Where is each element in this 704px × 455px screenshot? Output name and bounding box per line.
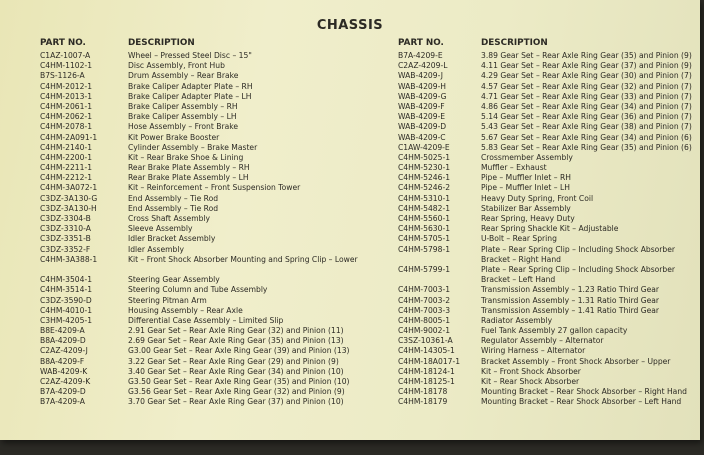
table-row: [398, 112, 700, 122]
part-description: Rear Spring, Heavy Duty: [481, 214, 575, 223]
part-number: B8A-4209-F: [40, 356, 85, 366]
part-number: C4HM-2200-1: [40, 152, 93, 162]
table-row: [40, 112, 360, 122]
part-description: G3.00 Gear Set – Rear Axle Ring Gear (39) and Pinion (13): [128, 346, 350, 356]
part-number: B7A-4209-D: [40, 387, 86, 397]
part-description: Transmission Assembly – 1.41 Ratio Third Gear: [481, 305, 660, 315]
part-number: C4HM-18179: [398, 397, 448, 407]
part-number: C4HM-5246-1: [398, 173, 451, 183]
left-header: [40, 38, 360, 51]
part-description: End Assembly – Tie Rod: [128, 193, 219, 203]
part-number: WAB-4209-F: [398, 101, 445, 111]
part-number: C4HM-3514-1: [40, 285, 93, 295]
part-number: WAB-4209-C: [398, 132, 446, 142]
part-number: C4HM-18124-1: [398, 366, 455, 376]
part-description: 4.71 Gear Set – Rear Axle Ring Gear (33) and Pinion (7): [481, 91, 692, 101]
part-number: C1AW-4209-E: [398, 142, 450, 152]
table-row: [40, 296, 360, 306]
part-description: Kit – Front Shock Absorber Mounting and Spring Clip – Lower: [128, 254, 358, 264]
table-row: [40, 92, 360, 102]
table-row: [40, 143, 360, 153]
part-description: Fuel Tank Assembly 27 gallon capacity: [481, 326, 628, 336]
table-row: [398, 357, 700, 367]
part-description: Rear Brake Plate Assembly – LH: [128, 173, 249, 183]
table-row: [40, 255, 360, 275]
part-description: Differential Case Assembly – Limited Slip: [128, 315, 284, 325]
part-description: Pipe – Muffler Inlet – RH: [481, 173, 571, 183]
table-row: [40, 204, 360, 214]
part-description: Radiator Assembly: [481, 315, 553, 325]
part-description: Wheel – Pressed Steel Disc – 15": [128, 51, 252, 60]
part-description: 3.70 Gear Set – Rear Axle Ring Gear (37) and Pinion (10): [128, 397, 344, 407]
table-row: [398, 143, 700, 153]
table-row: [398, 387, 700, 397]
part-number: C1AZ-1007-A: [40, 51, 91, 60]
part-number: C4HM-1102-1: [40, 61, 93, 71]
table-row: [398, 296, 700, 306]
table-row: [398, 316, 700, 326]
part-description: G3.56 Gear Set – Rear Axle Ring Gear (32) and Pinion (9): [128, 387, 345, 397]
part-number: WAB-4209-K: [40, 366, 88, 376]
table-row: [40, 367, 360, 377]
table-row: [40, 326, 360, 336]
part-description: Crossmember Assembly: [481, 152, 573, 162]
part-number: C4HM-5482-1: [398, 203, 451, 213]
table-row: [40, 234, 360, 244]
part-number: C3DZ-3A130-G: [40, 193, 98, 203]
table-row: [40, 245, 360, 255]
table-row: [40, 214, 360, 224]
table-row: [40, 336, 360, 346]
table-row: [398, 377, 700, 387]
table-row: [40, 285, 360, 295]
part-description: Mounting Bracket – Rear Shock Absorber – Left Hand: [481, 397, 682, 407]
part-no-header: PART NO.: [398, 38, 444, 48]
part-description: Rear Brake Plate Assembly – RH: [128, 163, 250, 173]
part-number: C4HM-18125-1: [398, 377, 455, 387]
table-row: [398, 173, 700, 183]
part-description: Rear Spring Shackle Kit – Adjustable: [481, 224, 619, 234]
part-description: Kit – Rear Shock Absorber: [481, 377, 580, 387]
part-description: Kit Power Brake Booster: [128, 132, 220, 142]
table-row: [40, 346, 360, 356]
table-row: [40, 51, 360, 61]
part-description: Housing Assembly – Rear Axle: [128, 305, 243, 315]
part-number: WAB-4209-H: [398, 81, 447, 91]
part-number: WAB-4209-G: [398, 91, 447, 101]
part-number: C4HM-2078-1: [40, 122, 93, 132]
part-description: G3.50 Gear Set – Rear Axle Ring Gear (35) and Pinion (10): [128, 377, 350, 387]
part-description: Transmission Assembly – 1.23 Ratio Third Gear: [481, 285, 660, 295]
table-row: [40, 194, 360, 204]
part-number: C4HM-2A091-1: [40, 132, 98, 142]
right-column: [398, 38, 700, 408]
table-row: [40, 82, 360, 92]
table-row: [398, 285, 700, 295]
part-description: Bracket Assembly – Front Shock Absorber – Upper: [481, 356, 671, 366]
table-row: [398, 234, 700, 244]
table-row: [398, 214, 700, 224]
table-row: [40, 183, 360, 193]
part-description: 3.22 Gear Set – Rear Axle Ring Gear (29) and Pinion (9): [128, 356, 339, 366]
part-number: C4HM-5630-1: [398, 224, 451, 234]
left-column: [40, 38, 360, 408]
description-header: DESCRIPTION: [128, 38, 195, 48]
table-row: [40, 316, 360, 326]
table-row: [398, 102, 700, 112]
table-row: [398, 346, 700, 356]
part-number: C2AZ-4209-J: [40, 346, 88, 356]
part-number: C3DZ-3352-F: [40, 244, 91, 254]
part-number: C4HM-8005-1: [398, 315, 451, 325]
part-number: C4HM-5310-1: [398, 193, 451, 203]
part-description: 5.14 Gear Set – Rear Axle Ring Gear (36) and Pinion (7): [481, 112, 692, 122]
table-row: [40, 377, 360, 387]
table-row: [40, 102, 360, 112]
table-row: [40, 153, 360, 163]
part-description: 5.43 Gear Set – Rear Axle Ring Gear (38) and Pinion (7): [481, 122, 692, 132]
part-description: Cross Shaft Assembly: [128, 214, 211, 223]
part-number: C3DZ-3590-D: [40, 295, 92, 305]
part-description: Stabilizer Bar Assembly: [481, 203, 571, 213]
table-row: [398, 153, 700, 163]
right-header: [398, 38, 700, 51]
part-number: C3DZ-3304-B: [40, 214, 91, 223]
part-number: B7S-1126-A: [40, 71, 85, 81]
table-row: [40, 122, 360, 132]
part-description: 5.83 Gear Set – Rear Axle Ring Gear (35) and Pinion (6): [481, 142, 692, 152]
part-number: C3HM-4205-1: [40, 315, 93, 325]
part-number: C4HM-5798-1: [398, 244, 451, 254]
part-description: Brake Caliper Assembly – RH: [128, 101, 238, 111]
part-number: C4HM-4010-1: [40, 305, 93, 315]
part-description: Mounting Bracket – Rear Shock Absorber – Right Hand: [481, 387, 687, 397]
part-description: Kit – Reinforcement – Front Suspension Tower: [128, 183, 301, 193]
part-number: C3SZ-10361-A: [398, 336, 453, 346]
table-row: [398, 245, 700, 265]
part-description: 5.67 Gear Set – Rear Axle Ring Gear (34) and Pinion (6): [481, 132, 692, 142]
table-row: [398, 183, 700, 193]
part-number: C4HM-5799-1: [398, 264, 451, 274]
part-number: C4HM-2013-1: [40, 91, 93, 101]
table-row: [398, 92, 700, 102]
part-description: Idler Assembly: [128, 244, 184, 254]
part-number: C4HM-3A388-1: [40, 254, 98, 264]
part-description: Disc Assembly, Front Hub: [128, 61, 225, 71]
part-description: 4.57 Gear Set – Rear Axle Ring Gear (32) and Pinion (7): [481, 81, 692, 91]
table-row: [40, 387, 360, 397]
part-description: 2.69 Gear Set – Rear Axle Ring Gear (35) and Pinion (13): [128, 336, 344, 346]
part-number: C4HM-5560-1: [398, 214, 451, 223]
part-number: WAB-4209-J: [398, 71, 443, 81]
part-description: Muffler – Exhaust: [481, 163, 547, 173]
table-row: [40, 224, 360, 234]
table-row: [398, 204, 700, 214]
part-description: 4.86 Gear Set – Rear Axle Ring Gear (34) and Pinion (7): [481, 101, 692, 111]
table-row: [398, 306, 700, 316]
table-row: [40, 357, 360, 367]
part-description: 4.11 Gear Set – Rear Axle Ring Gear (37) and Pinion (9): [481, 61, 692, 71]
part-number: C3DZ-3351-B: [40, 234, 91, 244]
part-number: WAB-4209-E: [398, 112, 446, 122]
part-number: C4HM-2211-1: [40, 163, 93, 173]
part-number: B8E-4209-A: [40, 326, 85, 336]
part-number: C2AZ-4209-K: [40, 377, 91, 387]
table-row: [398, 326, 700, 336]
part-number: C4HM-2212-1: [40, 173, 93, 183]
part-description: Cylinder Assembly – Brake Master: [128, 142, 258, 152]
table-row: [40, 61, 360, 71]
part-description: Hose Assembly – Front Brake: [128, 122, 239, 132]
right-rows: [398, 51, 700, 408]
part-description: Drum Assembly – Rear Brake: [128, 71, 239, 81]
table-row: [40, 397, 360, 407]
table-row: [40, 275, 360, 285]
part-description: 4.29 Gear Set – Rear Axle Ring Gear (30) and Pinion (7): [481, 71, 692, 81]
part-number: C4HM-5246-2: [398, 183, 451, 193]
part-number: C4HM-18178: [398, 387, 448, 397]
part-number: B8A-4209-D: [40, 336, 86, 346]
part-description: 3.89 Gear Set – Rear Axle Ring Gear (35) and Pinion (9): [481, 51, 692, 60]
part-description: Heavy Duty Spring, Front Coil: [481, 193, 594, 203]
part-description: Regulator Assembly – Alternator: [481, 336, 604, 346]
part-number: B7A-4209-A: [40, 397, 85, 407]
part-number: C4HM-2140-1: [40, 142, 93, 152]
part-description: Plate – Rear Spring Clip – Including Shock Absorber Bracket – Right Hand: [481, 244, 676, 264]
left-rows: [40, 51, 360, 408]
part-number: C4HM-2061-1: [40, 101, 93, 111]
part-description: U-Bolt – Rear Spring: [481, 234, 557, 244]
part-number: C4HM-5705-1: [398, 234, 451, 244]
part-number: C4HM-2012-1: [40, 81, 93, 91]
table-row: [398, 71, 700, 81]
table-row: [398, 224, 700, 234]
part-number: C4HM-5230-1: [398, 163, 451, 173]
part-description: Kit – Rear Brake Shoe & Lining: [128, 152, 244, 162]
part-description: Steering Pitman Arm: [128, 295, 207, 305]
table-row: [40, 163, 360, 173]
part-description: 3.40 Gear Set – Rear Axle Ring Gear (34) and Pinion (10): [128, 366, 344, 376]
part-description: Kit – Front Shock Absorber: [481, 366, 581, 376]
part-number: C4HM-7003-3: [398, 305, 451, 315]
part-description: Idler Bracket Assembly: [128, 234, 216, 244]
description-header: DESCRIPTION: [481, 38, 548, 48]
part-number: C4HM-3504-1: [40, 275, 93, 285]
part-number: C4HM-7003-1: [398, 285, 451, 295]
part-number: C4HM-2062-1: [40, 112, 93, 122]
part-description: Brake Caliper Adapter Plate – LH: [128, 91, 252, 101]
part-number: C4HM-3A072-1: [40, 183, 98, 193]
table-row: [398, 397, 700, 407]
part-number: C4HM-14305-1: [398, 346, 455, 356]
table-row: [398, 122, 700, 132]
table-row: [398, 82, 700, 92]
part-description: Brake Caliper Adapter Plate – RH: [128, 81, 253, 91]
table-row: [398, 265, 700, 285]
part-description: End Assembly – Tie Rod: [128, 203, 219, 213]
table-row: [398, 367, 700, 377]
part-number: C3DZ-3310-A: [40, 224, 91, 234]
part-no-header: PART NO.: [40, 38, 86, 48]
part-description: Pipe – Muffler Inlet – LH: [481, 183, 570, 193]
part-description: Brake Caliper Assembly – LH: [128, 112, 237, 122]
part-description: Wiring Harness – Alternator: [481, 346, 586, 356]
part-description: Steering Gear Assembly: [128, 275, 220, 285]
part-number: C4HM-5025-1: [398, 152, 451, 162]
table-row: [40, 173, 360, 183]
table-row: [40, 306, 360, 316]
table-row: [398, 194, 700, 204]
part-number: C4HM-9002-1: [398, 326, 451, 336]
part-number: B7A-4209-E: [398, 51, 443, 60]
part-description: Transmission Assembly – 1.31 Ratio Third Gear: [481, 295, 660, 305]
page-title: CHASSIS: [316, 18, 384, 33]
table-row: [398, 163, 700, 173]
part-number: C4HM-18A017-1: [398, 356, 461, 366]
part-number: C4HM-7003-2: [398, 295, 451, 305]
table-row: [398, 51, 700, 61]
table-row: [40, 71, 360, 81]
part-number: C2AZ-4209-L: [398, 61, 448, 71]
part-number: C3DZ-3A130-H: [40, 203, 97, 213]
part-description: Steering Column and Tube Assembly: [128, 285, 268, 295]
part-number: WAB-4209-D: [398, 122, 447, 132]
table-row: [398, 61, 700, 71]
table-row: [40, 133, 360, 143]
table-row: [398, 133, 700, 143]
part-description: Plate – Rear Spring Clip – Including Shock Absorber Bracket – Left Hand: [481, 264, 676, 285]
part-description: Sleeve Assembly: [128, 224, 193, 234]
table-row: [398, 336, 700, 346]
part-description: 2.91 Gear Set – Rear Axle Ring Gear (32) and Pinion (11): [128, 326, 344, 336]
